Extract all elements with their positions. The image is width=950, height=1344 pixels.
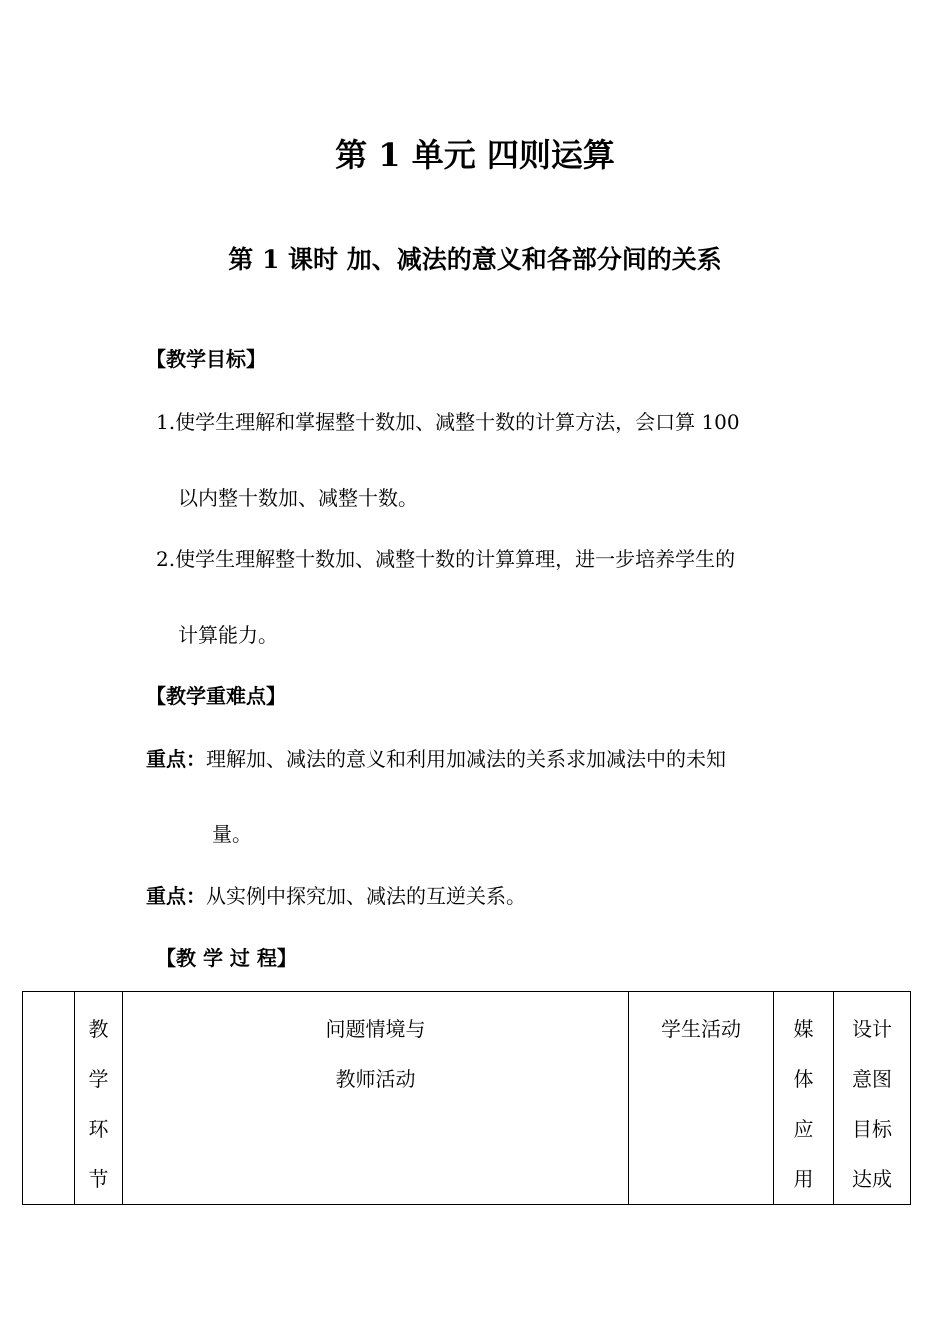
stage-header-char: 环 [88,1117,109,1141]
teacher-header-line: 教师活动 [335,1067,416,1091]
stage-header-char: 节 [88,1167,109,1191]
media-header-char: 应 [793,1117,814,1141]
objective-2-line2: 计算能力。 [178,623,278,647]
key-points-heading: 【教学重难点】 [146,684,286,708]
design-intent-header-cell [834,992,911,1205]
objective-1-line1: 1.使学生理解和掌握整十数加、减整十数的计算方法，会口算 100 [156,410,740,434]
objectives-heading: 【教学目标】 [146,347,266,371]
design-header-line: 意图 [852,1067,892,1091]
key-point-2-label: 重点： [146,884,206,908]
key-point-2 [146,880,526,909]
process-table [22,991,911,1205]
unit-title: 第 1 单元 四则运算 [335,136,615,174]
blank-cell [23,992,75,1205]
key-point-1-text: 理解加、减法的意义和利用加减法的关系求加减法中的未知 [206,747,726,771]
objective-2-line1: 2.使学生理解整十数加、减整十数的计算算理，进一步培养学生的 [156,547,736,571]
process-heading: 【教 学 过 程】 [156,946,297,970]
student-header-line: 学生活动 [661,1017,741,1041]
design-header-line: 达成 [852,1167,892,1191]
media-header-char: 体 [793,1067,814,1091]
key-point-1-label: 重点： [146,747,206,771]
design-header-line: 目标 [852,1117,892,1141]
media-header-char: 媒 [793,1017,814,1041]
media-header-char: 用 [793,1167,814,1191]
key-point-2-text: 从实例中探究加、减法的互逆关系。 [206,884,526,908]
key-point-1 [146,743,726,772]
design-header-line: 设计 [852,1017,892,1041]
stage-header-char: 教 [88,1017,109,1041]
teacher-activity-header-cell [123,992,629,1205]
table-row [23,992,911,1205]
teacher-header-line: 问题情境与 [325,1017,426,1041]
media-header-cell [774,992,834,1205]
key-point-1-continuation: 量。 [212,822,252,846]
lesson-title: 第 1 课时 加、减法的意义和各部分间的关系 [228,245,722,274]
objective-1-line2: 以内整十数加、减整十数。 [178,486,418,510]
stage-header-cell [75,992,123,1205]
student-activity-header-cell [629,992,774,1205]
stage-header-char: 学 [88,1067,109,1091]
